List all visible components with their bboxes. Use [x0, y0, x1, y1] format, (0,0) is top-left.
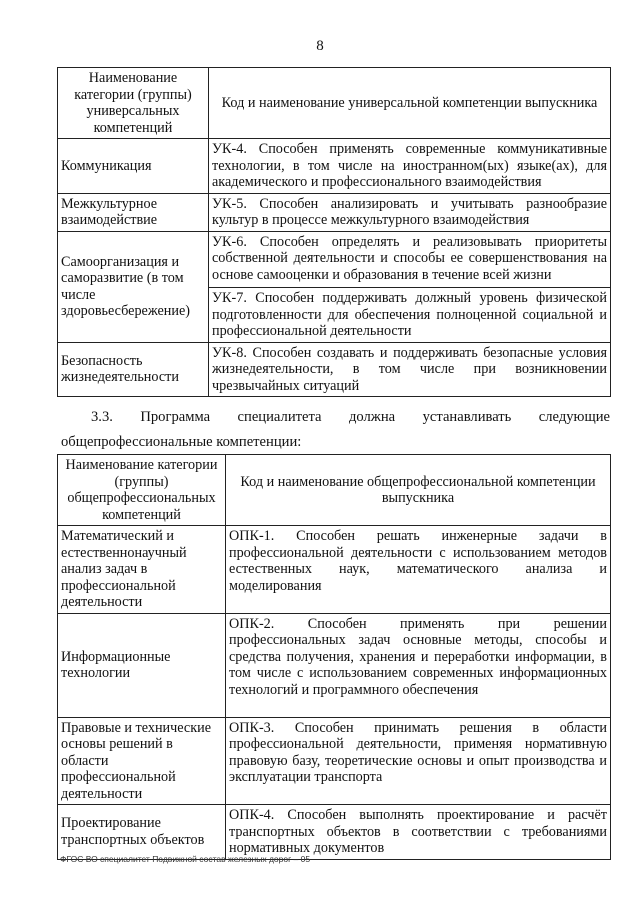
table-row: [58, 193, 611, 231]
category-cell: Самоорганизация и саморазвитие (в том числе здоровьесбережение): [58, 231, 209, 342]
header-competence: Код и наименование универсальной компетенции выпускника: [209, 68, 611, 139]
general-professional-competences-table: [57, 454, 611, 860]
category-cell: Математический и естественнонаучный анализ задач в профессиональной деятельности: [58, 526, 226, 614]
table-row: [58, 613, 611, 717]
table-row: [58, 526, 611, 614]
category-cell: Безопасность жизнедеятельности: [58, 342, 209, 397]
table-row: [58, 231, 611, 342]
document-footer: ФГОС ВО специалитет Подвижной состав железных дорог – 05: [60, 854, 311, 864]
competence-cell: ОПК-3. Способен принимать решения в области профессиональной деятельности, применяя нормативную правовую базу, теоретические основы и опыт производства и эксплуатации транспорта: [226, 717, 611, 805]
section-paragraph: [61, 405, 610, 455]
table-row: [58, 805, 611, 860]
category-cell: Правовые и технические основы решений в области профессиональной деятельности: [58, 717, 226, 805]
category-cell: Межкультурное взаимодействие: [58, 193, 209, 231]
competence-cell: ОПК-1. Способен решать инженерные задачи в профессиональной деятельности с использованием методов естественных наук, математического анализа и моделирования: [226, 526, 611, 614]
competence-cell: [209, 231, 611, 342]
competence-cell: УК-4. Способен применять современные коммуникативные технологии, в том числе на иностранном(ых) языке(ах), для академического и профессионального взаимодействия: [209, 139, 611, 194]
header-category: Наименование категории (группы) общепрофессиональных компетенций: [58, 455, 226, 526]
header-competence: Код и наименование общепрофессиональной компетенции выпускника: [226, 455, 611, 526]
competence-item: УК-6. Способен определять и реализовывать приоритеты собственной деятельности и способы ее совершенствования на основе самооценки и образования в течение всей жизни: [212, 233, 607, 283]
competence-item: УК-7. Способен поддерживать должный уровень физической подготовленности для обеспечения полноценной социальной и профессиональной деятельности: [209, 287, 610, 342]
header-category: Наименование категории (группы) универсальных компетенций: [58, 68, 209, 139]
competence-cell: ОПК-4. Способен выполнять проектирование и расчёт транспортных объектов в соответствии с требованиями нормативных документов: [226, 805, 611, 860]
table-row: [58, 139, 611, 194]
table-header-row: [58, 68, 611, 139]
paragraph-line: общепрофессиональные компетенции:: [61, 434, 302, 450]
competence-cell: УК-5. Способен анализировать и учитывать разнообразие культур в процессе межкультурного взаимодействия: [209, 193, 611, 231]
table-header-row: [58, 455, 611, 526]
category-cell: Коммуникация: [58, 139, 209, 194]
competence-cell: УК-8. Способен создавать и поддерживать безопасные условия жизнедеятельности, в том числе при возникновении чрезвычайных ситуаций: [209, 342, 611, 397]
paragraph-line: 3.3. Программа специалитета должна устанавливать следующие: [91, 409, 610, 425]
table-row: [58, 342, 611, 397]
category-cell: Проектирование транспортных объектов: [58, 805, 226, 860]
universal-competences-table: [57, 67, 611, 397]
table-row: [58, 717, 611, 805]
category-cell: Информационные технологии: [58, 613, 226, 717]
page-number: 8: [316, 38, 324, 54]
competence-cell: ОПК-2. Способен применять при решении профессиональных задач основные методы, способы и средства получения, хранения и переработки информации, в том числе с использованием современных информационных технологий и программного обеспечения: [226, 613, 611, 717]
